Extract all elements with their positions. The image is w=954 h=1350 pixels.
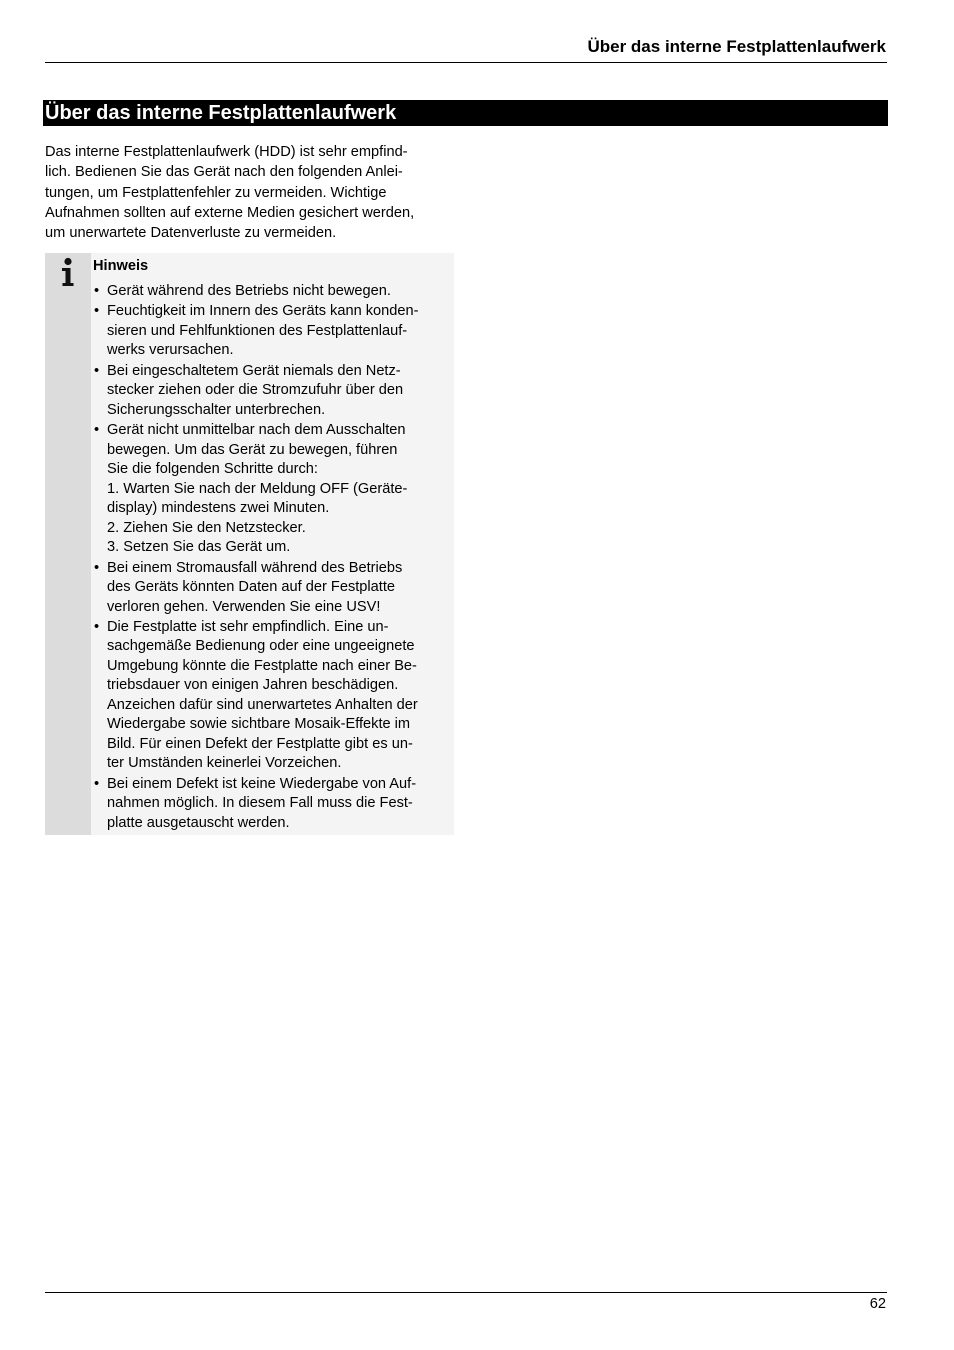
intro-line: um unerwartete Datenverluste zu vermeiden. bbox=[45, 225, 337, 242]
note-bullet-item bbox=[93, 302, 453, 361]
note-bullet-line: • Gerät nicht unmittelbar nach dem Ausschalten bbox=[107, 422, 406, 439]
note-bullet-line: werks verursachen. bbox=[107, 342, 234, 359]
note-bullet-line: 2. Ziehen Sie den Netzstecker. bbox=[107, 519, 306, 536]
note-bullet-line: sieren und Fehlfunktionen des Festplattenlauf- bbox=[107, 322, 408, 339]
note-bullet-line: stecker ziehen oder die Stromzufuhr über den bbox=[107, 382, 404, 399]
note-bullet-item bbox=[93, 421, 453, 558]
note-bullet-line: sachgemäße Bedienung oder eine ungeeignete bbox=[107, 638, 415, 655]
note-bullet-line: triebsdauer von einigen Jahren beschädigen. bbox=[107, 677, 399, 694]
note-bullet-line: • Feuchtigkeit im Innern des Geräts kann konden- bbox=[107, 303, 419, 320]
note-bullet-line: nahmen möglich. In diesem Fall muss die Fest- bbox=[107, 795, 413, 812]
section-heading-bar bbox=[43, 100, 888, 126]
note-bullet-line: des Geräts könnten Daten auf der Festplatte bbox=[107, 579, 395, 596]
note-bullet-line: • Die Festplatte ist sehr empfindlich. Eine un- bbox=[107, 618, 389, 635]
note-bullet-line: • Bei einem Stromausfall während des Betriebs bbox=[107, 559, 403, 576]
note-bullet-line: • Bei eingeschaltetem Gerät niemals den Netz- bbox=[107, 362, 401, 379]
note-bullet-line: Bild. Für einen Defekt der Festplatte gibt es un- bbox=[107, 735, 413, 752]
note-bullet-line: • Bei einem Defekt ist keine Wiedergabe von Auf- bbox=[107, 775, 417, 792]
intro-paragraph bbox=[45, 142, 455, 243]
note-bullet-item bbox=[93, 362, 453, 421]
footer-rule bbox=[45, 1292, 887, 1293]
note-bullet-line: Umgebung könnte die Festplatte nach einer Be- bbox=[107, 657, 417, 674]
note-stripe bbox=[45, 253, 91, 835]
note-bullet-line: Sicherungsschalter unterbrechen. bbox=[107, 401, 326, 418]
note-bullet-item bbox=[93, 618, 453, 774]
note-bullet-line: 3. Setzen Sie das Gerät um. bbox=[107, 539, 291, 556]
note-bullet-line: verloren gehen. Verwenden Sie eine USV! bbox=[107, 598, 381, 615]
intro-line: tungen, um Festplattenfehler zu vermeiden. Wichtige bbox=[45, 184, 387, 201]
note-bullet-item bbox=[93, 559, 453, 618]
note-bullet-line: display) mindestens zwei Minuten. bbox=[107, 500, 330, 517]
note-bullet-line: ter Umständen keinerlei Vorzeichen. bbox=[107, 755, 342, 772]
note-title: Hinweis bbox=[93, 258, 149, 274]
page-number: 62 bbox=[869, 1296, 886, 1312]
note-bullet-line: Wiedergabe sowie sichtbare Mosaik-Effekte im bbox=[107, 716, 411, 733]
note-box bbox=[45, 253, 454, 835]
note-bullet-item bbox=[93, 282, 453, 302]
note-bullet-line: Anzeichen dafür sind unerwartetes Anhalten der bbox=[107, 696, 418, 713]
note-body bbox=[93, 256, 453, 834]
note-bullet-line: 1. Warten Sie nach der Meldung OFF (Geräte- bbox=[107, 480, 408, 497]
note-bullet-item bbox=[93, 775, 453, 834]
note-bullet-line: bewegen. Um das Gerät zu bewegen, führen bbox=[107, 441, 398, 458]
note-bullet-line: platte ausgetauscht werden. bbox=[107, 814, 290, 831]
header-rule bbox=[45, 62, 887, 63]
intro-line: Das interne Festplattenlaufwerk (HDD) ist sehr empfind- bbox=[45, 144, 408, 160]
running-header: Über das interne Festplattenlaufwerk bbox=[587, 37, 886, 56]
intro-line: Aufnahmen sollten auf externe Medien gesichert werden, bbox=[45, 204, 415, 221]
note-bullet-line: • Gerät während des Betriebs nicht bewegen. bbox=[107, 283, 391, 299]
intro-line: lich. Bedienen Sie das Gerät nach den folgenden Anlei- bbox=[45, 164, 403, 181]
info-icon bbox=[58, 257, 78, 289]
note-bullet-list bbox=[93, 282, 453, 833]
section-title: Über das interne Festplattenlaufwerk bbox=[45, 102, 397, 124]
note-bullet-line: Sie die folgenden Schritte durch: bbox=[107, 461, 318, 478]
